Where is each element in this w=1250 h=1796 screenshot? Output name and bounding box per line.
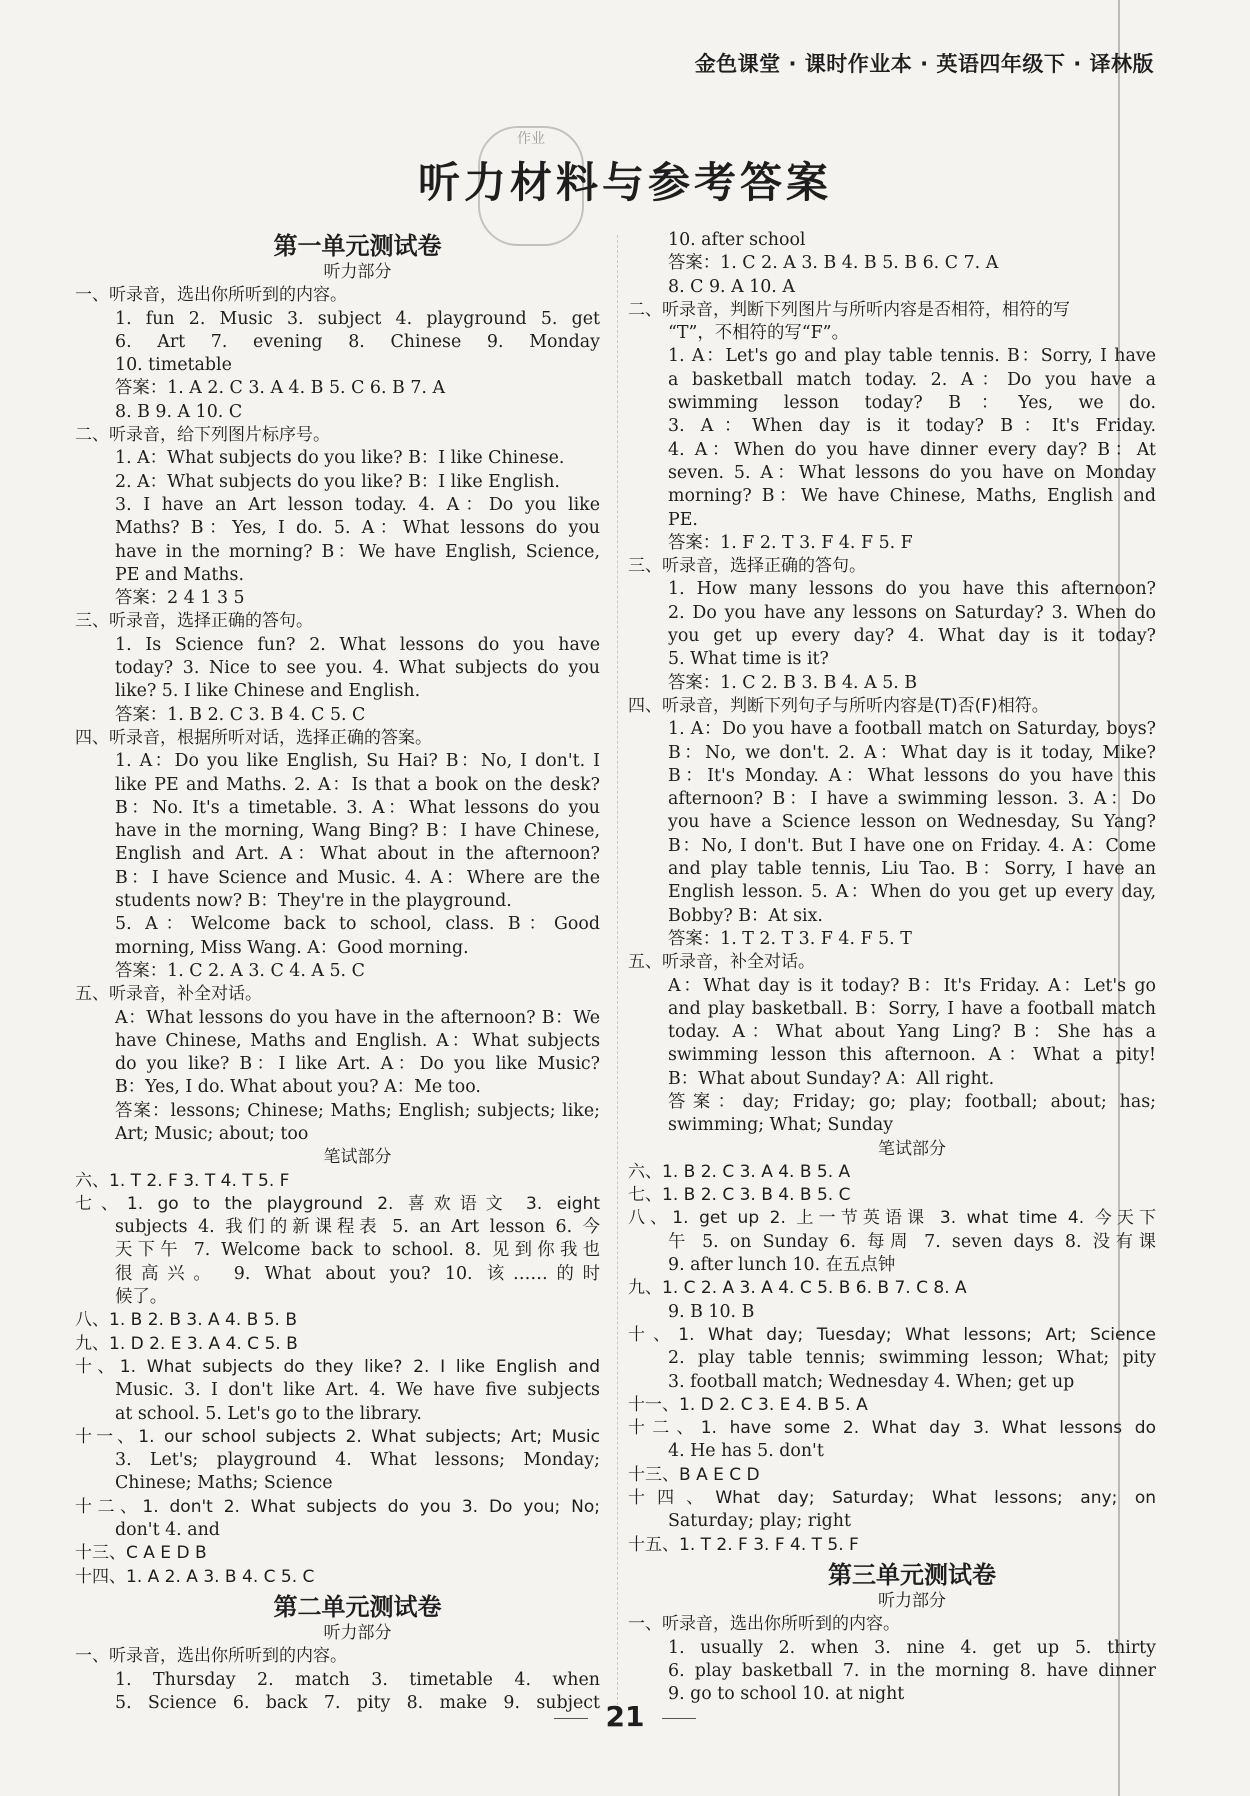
text-line: like PE and Maths. 2. A：Is that a book on the desk? [115,774,600,795]
section-line: 二、听录音，判断下列图片与所听内容是否相符，相符的写 [628,299,1070,320]
text-line: 答案：1. T 2. T 3. F 4. F 5. T [668,928,912,949]
section-line: 八、1. B 2. B 3. A 4. B 5. B [75,1310,298,1331]
section-line: 三、听录音，选择正确的答句。 [628,556,866,577]
text-line: English lesson. 5. A：When do you get up every day, [668,882,1156,903]
text-line: Saturday; play; right [668,1511,851,1532]
text-line: Maths? B：Yes, I do. 5. A：What lessons do you [115,518,600,539]
text-line: “T”，不相符的写“F”。 [668,323,849,344]
text-line: don't 4. and [115,1520,220,1541]
text-line: 很高兴。 9. What about you? 10. 该……的时 [115,1263,600,1284]
text-line: 答案：2 4 1 3 5 [115,588,245,609]
unit-heading: 第二单元测试卷 [273,1592,442,1621]
text-line: 3. A：When day is it today? B：It's Friday. [668,416,1156,437]
text-line: have in the morning, Wang Bing? B：I have Chinese, [115,821,600,842]
text-line: students now? B：They're in the playground. [115,891,512,912]
text-line: 3. Let's; playground 4. What lessons; Monday; [115,1450,600,1471]
text-line: 8. C 9. A 10. A [668,276,795,297]
section-line: 十一、1. our school subjects 2. What subjects; Art; Music [75,1426,600,1447]
section-line: 九、1. C 2. A 3. A 4. C 5. B 6. B 7. C 8. A [628,1278,967,1299]
text-line: 答案：1. B 2. C 3. B 4. C 5. C [115,704,366,725]
text-line: 答案：1. C 2. B 3. B 4. A 5. B [668,672,918,693]
right-column [628,229,1156,1706]
text-line: 2. Do you have any lessons on Saturday? 3. When do [668,602,1156,623]
text-line: B：What about Sunday? A：All right. [668,1068,995,1089]
text-line: at school. 5. Let's go to the library. [115,1403,422,1424]
text-line: B：I have Science and Music. 4. A：Where are the [115,867,600,888]
section-line: 五、听录音，补全对话。 [75,984,262,1005]
text-line: B：Yes, I do. What about you? A：Me too. [115,1077,481,1098]
section-line: 十三、B A E C D [628,1464,760,1485]
text-line: 1. Thursday 2. match 3. timetable 4. when [115,1669,600,1690]
text-line: 5. What time is it? [668,649,829,670]
left-column [75,228,600,1715]
text-line: you have a Science lesson on Wednesday, Su Yang? [668,812,1156,833]
text-line: 候了。 [115,1287,168,1308]
text-line: Chinese; Maths; Science [115,1473,333,1494]
text-line: swimming; What; Sunday [668,1115,894,1136]
stamp-text-top: 作业 [517,131,545,147]
part-heading: 听力部分 [323,1622,392,1643]
text-line: 2. A：What subjects do you like? B：I like English. [115,471,560,492]
section-line: 十四、1. A 2. A 3. B 4. C 5. C [75,1566,315,1587]
text-line: you get up every day? 4. What day is it today? [668,626,1156,647]
text-line: 9. after lunch 10. 在五点钟 [668,1255,896,1276]
text-line: 1. How many lessons do you have this afternoon? [668,579,1156,600]
unit-heading: 第一单元测试卷 [273,232,442,260]
text-line: Art; Music; about; too [115,1123,309,1144]
book-header: 金色课堂 · 课时作业本 · 英语四年级下 · 译林版 [694,52,1154,76]
section-line: 一、听录音，选出你所听到的内容。 [628,1614,900,1635]
text-line: 5. A：Welcome back to school, class. B：Good [115,914,600,935]
text-line: and play basketball. B：Sorry, I have a football match [668,998,1156,1019]
text-line: 1. usually 2. when 3. nine 4. get up 5. thirty [668,1637,1156,1658]
text-line: swimming lesson this afternoon. A：What a pity! [668,1045,1156,1066]
part-heading: 听力部分 [323,262,392,282]
text-line: 1. A：Do you have a football match on Saturday, boys? [668,719,1156,740]
section-line: 十五、1. T 2. F 3. F 4. T 5. F [628,1534,859,1555]
text-line: 1. A：What subjects do you like? B：I like Chinese. [115,448,565,469]
text-line: 1. Is Science fun? 2. What lessons do you have [115,634,600,655]
text-line: like? 5. I like Chinese and English. [115,681,421,702]
section-line: 二、听录音，给下列图片标序号。 [75,425,330,446]
text-line: today. A：What about Yang Ling? B：She has a [668,1022,1156,1043]
text-line: afternoon? B：I have a swimming lesson. 3. A：Do [668,789,1156,810]
text-line: B：It's Monday. A：What lessons do you have this [668,765,1156,786]
text-line: 8. B 9. A 10. C [115,401,243,422]
text-line: 3. football match; Wednesday 4. When; get up [668,1371,1075,1392]
footer-dash-left [554,1718,588,1719]
text-line: today? 3. Nice to see you. 4. What subjects do you [115,658,600,679]
section-line: 十一、1. D 2. C 3. E 4. B 5. A [628,1394,868,1415]
section-line: 三、听录音，选择正确的答句。 [75,611,313,632]
text-line: Bobby? B：At six. [668,905,823,926]
section-line: 十、1. What day; Tuesday; What lessons; Art; Science [628,1324,1156,1345]
text-line: do you like? B：I like Art. A：Do you like Music? [115,1054,600,1075]
text-line: 答案：1. C 2. A 3. B 4. B 5. B 6. C 7. A [668,253,999,274]
text-line: 3. I have an Art lesson today. 4. A：Do you like [115,494,600,515]
text-line: 答案：1. F 2. T 3. F 4. F 5. F [668,532,913,553]
page-number: 21 [605,1700,645,1733]
text-line: 1. A：Let's go and play table tennis. B：Sorry, I have [668,346,1156,367]
section-line: 六、1. B 2. C 3. A 4. B 5. A [628,1161,851,1182]
text-line: B：No, we don't. 2. A：What day is it today, Mike? [668,742,1156,763]
text-line: 9. B 10. B [668,1301,755,1322]
text-line: A：What day is it today? B：It's Friday. A：Let's go [668,975,1156,996]
column-divider [617,235,618,1715]
text-line: 2. play table tennis; swimming lesson; What; pity [668,1348,1156,1369]
page-number-footer [0,1700,1250,1733]
text-line: have in the morning? B：We have English, Science, [115,541,600,562]
text-line: 1. A：Do you like English, Su Hai? B：No, I don't. I [115,751,600,772]
text-line: 9. go to school 10. at night [668,1684,905,1705]
text-line: 6. Art 7. evening 8. Chinese 9. Monday [115,331,600,352]
text-line: swimming lesson today? B：Yes, we do. [668,393,1156,414]
text-line: 答案：1. A 2. C 3. A 4. B 5. C 6. B 7. A [115,378,446,399]
section-line: 十二、1. don't 2. What subjects do you 3. Do you; No; [75,1496,600,1517]
text-line: 答案：lessons; Chinese; Maths; English; subjects; like; [115,1100,600,1121]
section-line: 四、听录音，根据所听对话，选择正确的答案。 [75,727,432,748]
text-line: morning, Miss Wang. A：Good morning. [115,937,469,958]
section-line: 八、1. get up 2. 上一节英语课 3. what time 4. 今天下 [628,1208,1156,1229]
text-line: subjects 4. 我们的新课程表 5. an Art lesson 6. 今 [115,1217,600,1238]
section-line: 七、1. go to the playground 2. 喜欢语文 3. eight [75,1193,600,1214]
section-line: 四、听录音，判断下列句子与所听内容是(T)否(F)相符。 [628,695,1049,716]
text-line: B：No. It's a timetable. 3. A：What lessons do you [115,797,600,818]
section-line: 十、1. What subjects do they like? 2. I like English and [75,1356,600,1377]
text-line: 4. He has 5. don't [668,1441,824,1462]
text-line: A：What lessons do you have in the afternoon? B：We [115,1007,600,1028]
section-line: 十三、C A E D B [75,1543,207,1564]
section-line: 五、听录音，补全对话。 [628,952,815,973]
text-line: 答案：1. C 2. A 3. C 4. A 5. C [115,960,365,981]
text-line: English and Art. A：What about in the afternoon? [115,844,600,865]
text-line: 午 5. on Sunday 6. 每周 7. seven days 8. 没有课 [668,1231,1156,1252]
section-line: 十二、1. have some 2. What day 3. What lessons do [628,1418,1156,1439]
text-line: have Chinese, Maths and English. A：What subjects [115,1030,600,1051]
text-line: PE and Maths. [115,564,244,585]
part-heading: 笔试部分 [878,1138,946,1159]
text-line: 答案：day; Friday; go; play; football; about; has; [668,1091,1156,1112]
text-line: 1. fun 2. Music 3. subject 4. playground 5. get [115,308,600,329]
text-line: 6. play basketball 7. in the morning 8. have dinner [668,1660,1156,1681]
part-heading: 笔试部分 [323,1147,392,1168]
text-line: a basketball match today. 2. A：Do you have a [668,369,1156,390]
text-line: 4. A：When do you have dinner every day? B：At [668,439,1156,460]
section-line: 九、1. D 2. E 3. A 4. C 5. B [75,1333,298,1354]
text-line: 5. Science 6. back 7. pity 8. make 9. subject [115,1692,600,1713]
text-line: seven. 5. A：What lessons do you have on Monday [668,462,1156,483]
footer-dash-right [662,1718,696,1719]
text-line: and play table tennis, Liu Tao. B：Sorry, I have an [668,859,1156,880]
text-line: 10. after school [668,230,806,250]
page-title: 听力材料与参考答案 [417,158,832,207]
section-line: 七、1. B 2. C 3. B 4. B 5. C [628,1185,851,1206]
text-line: morning? B：We have Chinese, Maths, English and [668,486,1156,507]
text-line: 10. timetable [115,355,232,376]
section-line: 十四、What day; Saturday; What lessons; any; on [628,1488,1156,1509]
section-line: 六、1. T 2. F 3. T 4. T 5. F [75,1170,290,1191]
text-line: 天下午 7. Welcome back to school. 8. 见到你我也 [115,1240,600,1261]
part-heading: 听力部分 [878,1590,946,1611]
unit-heading: 第三单元测试卷 [828,1560,996,1589]
text-line: PE. [668,509,698,530]
section-line: 一、听录音，选出你所听到的内容。 [75,1646,347,1667]
section-line: 一、听录音，选出你所听到的内容。 [75,285,347,306]
text-line: Music. 3. I don't like Art. 4. We have five subjects [115,1380,600,1401]
text-line: B：No, I don't. But I have one on Friday. 4. A：Come [668,835,1156,856]
